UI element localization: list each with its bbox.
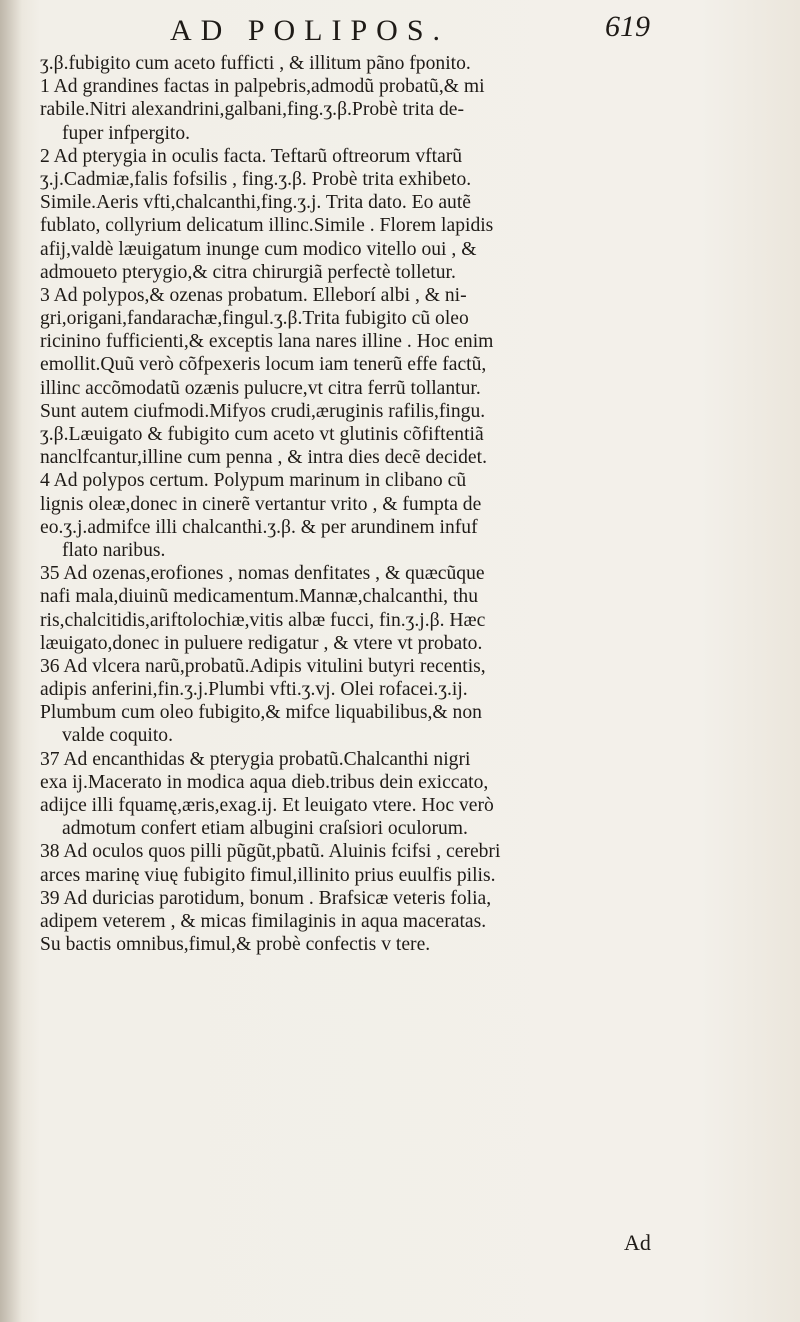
running-head: AD POLIPOS. bbox=[170, 14, 450, 47]
text-line: 38 Ad oculos quos pilli pũgũt,pbatũ. Aluinis fcifsi , cerebri bbox=[40, 841, 501, 863]
text-line: Plumbum cum oleo fubigito,& mifce liquabilibus,& non bbox=[40, 702, 482, 724]
text-line: exa ij.Macerato in modica aqua dieb.tribus dein exiccato, bbox=[40, 771, 489, 793]
text-line: adijce illi fquamę,æris,exag.ij. Et leuigato vtere. Hoc verò bbox=[40, 795, 494, 816]
text-line: nanclfcantur,illine cum penna , & intra dies decẽ decidet. bbox=[40, 447, 487, 469]
text-line: læuigato,donec in puluere redigatur , & vtere vt probato. bbox=[40, 632, 483, 654]
text-line: nafi mala,diuinũ medicamentum.Mannæ,chalcanthi, thu bbox=[40, 586, 479, 608]
text-line: ris,chalcitidis,ariftolochiæ,vitis albæ fucci, fin.ʒ.j.β. Hæc bbox=[40, 609, 486, 631]
text-line: emollit.Quũ verò cõfpexeris locum iam tenerũ effe factũ, bbox=[40, 354, 487, 376]
text-line: ʒ.β.Læuigato & fubigito cum aceto vt glutinis cõfiftentiã bbox=[40, 424, 484, 445]
text-line: afij,valdè læuigatum inunge cum modico vitello oui , & bbox=[40, 238, 477, 260]
text-line: 35 Ad ozenas,erofiones , nomas denfitates , & quæcũque bbox=[40, 563, 485, 585]
text-line: admoueto pterygio,& citra chirurgiã perfectè tolletur. bbox=[40, 261, 456, 283]
text-line: 4 Ad polypos certum. Polypum marinum in clibano cũ bbox=[40, 470, 467, 492]
body-text bbox=[40, 52, 672, 956]
text-line: fublato, collyrium delicatum illinc.Simile . Florem lapidis bbox=[40, 215, 494, 237]
catchword: Ad bbox=[624, 1230, 651, 1255]
text-line: 39 Ad duricias parotidum, bonum . Brafsicæ veteris folia, bbox=[40, 887, 492, 909]
text-line: eo.ʒ.j.admifce illi chalcanthi.ʒ.β. & per arundinem infuf bbox=[40, 516, 478, 538]
text-line: valde coquito. bbox=[62, 725, 173, 747]
page-number: 619 bbox=[605, 10, 650, 43]
text-line: illinc accõmodatũ ozænis pulucre,vt citra ferrũ tollantur. bbox=[40, 377, 481, 399]
text-line: 1 Ad grandines factas in palpebris,admodũ probatũ,& mi bbox=[40, 76, 485, 98]
text-line: 3 Ad polypos,& ozenas probatum. Elleborí albi , & ni- bbox=[40, 284, 467, 306]
text-line: 2 Ad pterygia in oculis facta. Teftarũ oftreorum vftarũ bbox=[40, 145, 463, 167]
text-line: 36 Ad vlcera narũ,probatũ.Adipis vitulini butyri recentis, bbox=[40, 655, 486, 677]
text-line: Simile.Aeris vfti,chalcanthi,fing.ʒ.j. Trita dato. Eo autẽ bbox=[40, 192, 471, 214]
text-line: ricinino fufficienti,& exceptis lana nares illine . Hoc enim bbox=[40, 331, 494, 353]
text-line: Su bactis omnibus,fimul,& probè confectis v tere. bbox=[40, 934, 431, 956]
text-line: adipem veterem , & micas fimilaginis in aqua maceratas. bbox=[40, 910, 487, 932]
page-header bbox=[170, 10, 650, 54]
text-line: ʒ.β.fubigito cum aceto fufficti , & illitum pãno fponito. bbox=[40, 53, 471, 74]
text-line: adipis anferini,fin.ʒ.j.Plumbi vfti.ʒ.vj. Olei rofacei.ʒ.ij. bbox=[40, 679, 468, 701]
text-line: 37 Ad encanthidas & pterygia probatũ.Chalcanthi nigri bbox=[40, 748, 471, 770]
text-line: ʒ.j.Cadmiæ,falis fofsilis , fing.ʒ.β. Probè trita exhibeto. bbox=[40, 168, 472, 190]
page-gutter-shadow bbox=[0, 0, 22, 1322]
text-line: arces marinę viuę fubigito fimul,illinito prius euulfis pilis. bbox=[40, 864, 496, 886]
text-line: Sunt autem ciufmodi.Mifyos crudi,æruginis rafilis,fingu. bbox=[40, 400, 486, 422]
text-line: admotum confert etiam albugini craſsiori oculorum. bbox=[62, 818, 468, 840]
text-line: fuper infpergito. bbox=[62, 122, 191, 144]
text-line: gri,origani,fandarachæ,fingul.ʒ.β.Trita fubigito cũ oleo bbox=[40, 308, 469, 330]
text-line: rabile.Nitri alexandrini,galbani,fing.ʒ.β.Probè trita de- bbox=[40, 99, 465, 121]
text-line: flato naribus. bbox=[62, 539, 166, 561]
text-line: lignis oleæ,donec in cinerẽ vertantur vrito , & fumpta de bbox=[40, 493, 482, 515]
